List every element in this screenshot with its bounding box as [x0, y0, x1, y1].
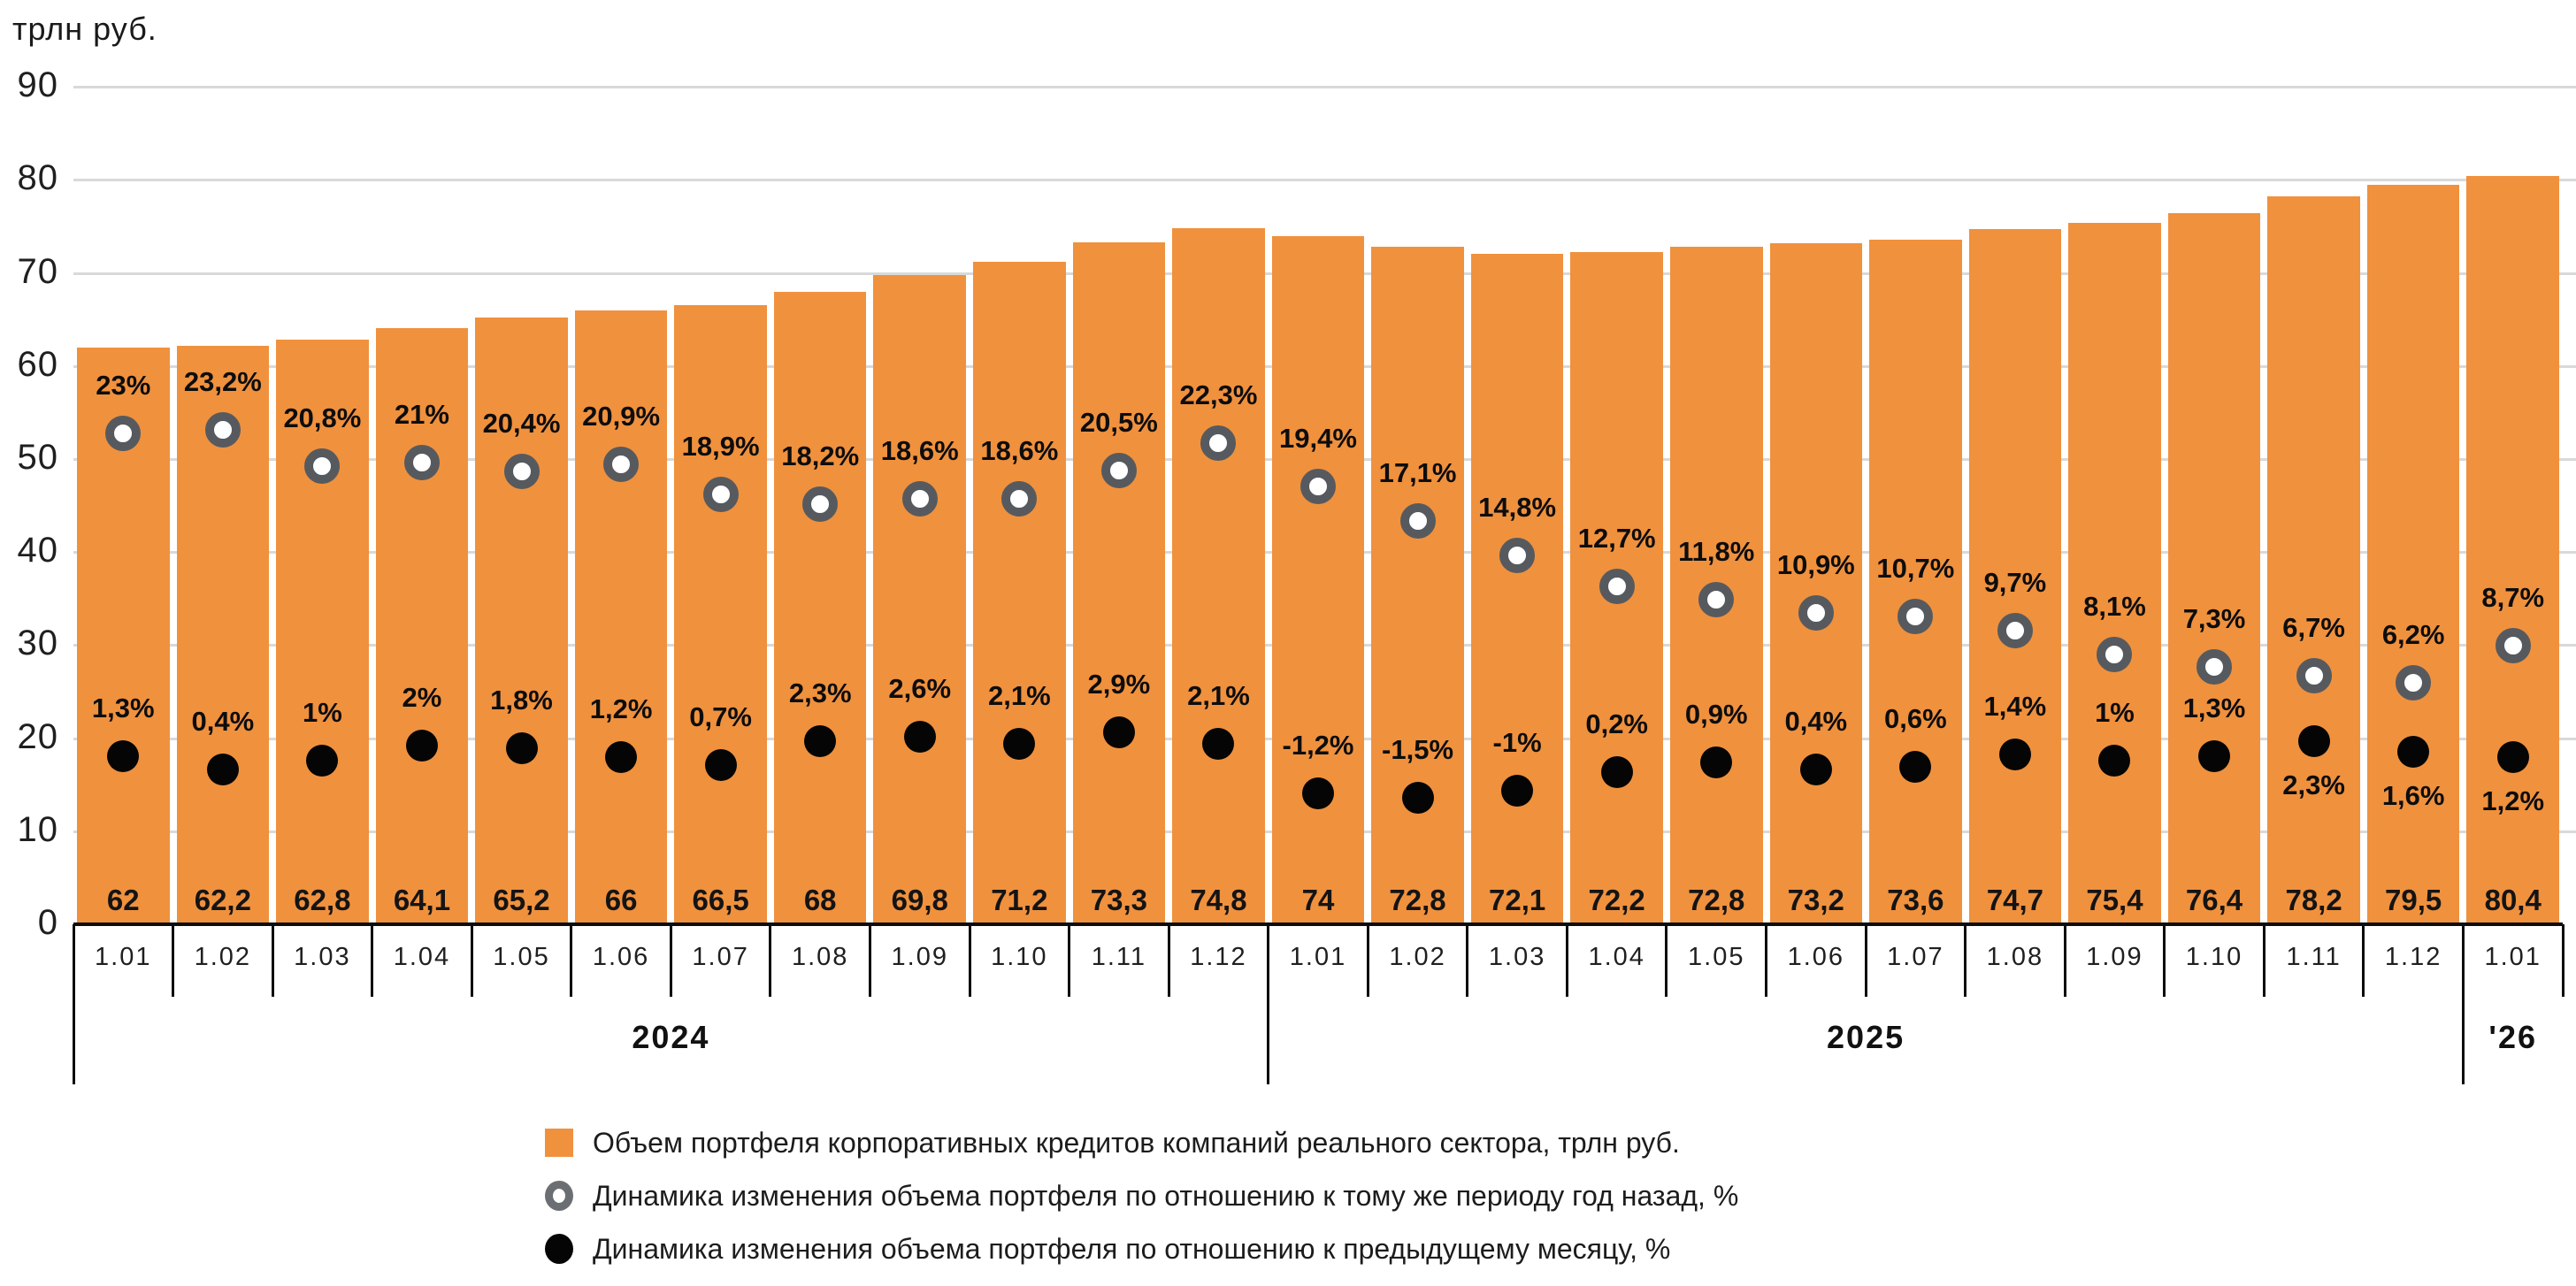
legend-label: Динамика изменения объема портфеля по отношению к тому же периоду год назад, % — [593, 1179, 1739, 1212]
mom-point — [1103, 716, 1135, 748]
bar-value-label: 72,1 — [1488, 884, 1546, 916]
month-separator — [2163, 924, 2166, 997]
yoy-label: 23,2% — [183, 366, 262, 398]
y-tick-label: 0 — [37, 903, 58, 942]
yoy-point — [802, 486, 838, 522]
legend-item-yoy — [545, 1169, 1738, 1222]
mom-label: 1,2% — [589, 693, 653, 725]
bar — [973, 262, 1066, 924]
bar-value-label: 78,2 — [2285, 884, 2342, 916]
year-label: 2024 — [632, 1019, 710, 1055]
bar-value-label: 74,8 — [1190, 884, 1247, 916]
yoy-point — [304, 448, 340, 484]
yoy-label: 17,1% — [1378, 456, 1457, 488]
yoy-label: 21% — [394, 399, 449, 431]
x-tick-label: 1.06 — [1787, 943, 1845, 971]
x-tick-label: 1.01 — [2484, 943, 2542, 971]
yoy-point — [2196, 649, 2232, 685]
bar-value-label: 72,8 — [1688, 884, 1745, 916]
bar-value-label: 80,4 — [2484, 884, 2542, 916]
bar-value-label: 65,2 — [493, 884, 550, 916]
x-axis-line — [73, 922, 2563, 926]
bar-value-label: 62,8 — [294, 884, 351, 916]
x-tick-label: 1.08 — [1986, 943, 2044, 971]
mom-point — [1202, 728, 1234, 760]
mom-point — [2298, 725, 2330, 757]
yoy-label: 10,9% — [1776, 549, 1855, 581]
yoy-label: 8,7% — [2481, 582, 2545, 614]
month-separator — [2263, 924, 2266, 997]
yoy-point — [205, 412, 241, 448]
yoy-label: 19,4% — [1279, 423, 1357, 455]
mom-label: -1,5% — [1382, 733, 1454, 765]
mom-label: 1,3% — [91, 692, 155, 723]
mom-label: 2,1% — [1187, 680, 1250, 712]
yoy-point — [1499, 538, 1535, 573]
mom-point — [1700, 746, 1732, 778]
yoy-label: 18,6% — [880, 434, 959, 466]
mom-point — [605, 741, 637, 773]
bar-value-label: 72,2 — [1588, 884, 1645, 916]
yoy-label: 6,7% — [2282, 611, 2345, 643]
month-separator — [1765, 924, 1767, 997]
filled-circle-icon — [545, 1234, 573, 1264]
y-tick-label: 90 — [17, 65, 58, 105]
mom-label: -1% — [1492, 726, 1542, 758]
mom-point — [306, 745, 338, 777]
x-tick-label: 1.05 — [1688, 943, 1745, 971]
yoy-point — [2097, 637, 2132, 672]
mom-point — [1003, 728, 1035, 760]
bar — [674, 305, 767, 924]
bar-value-label: 64,1 — [393, 884, 451, 916]
month-separator — [1068, 924, 1070, 997]
bar-value-label: 75,4 — [2086, 884, 2143, 916]
bar — [1770, 243, 1863, 924]
mom-label: 2% — [402, 682, 442, 714]
bar-swatch-icon — [545, 1129, 573, 1157]
mom-point — [1800, 754, 1832, 785]
x-tick-label: 1.09 — [891, 943, 948, 971]
mom-label: 2,9% — [1087, 668, 1151, 700]
mom-point — [406, 730, 438, 762]
bar — [774, 292, 867, 924]
yoy-label: 14,8% — [1478, 491, 1557, 523]
yoy-point — [2296, 658, 2332, 693]
month-separator — [371, 924, 373, 997]
mom-label: 1,6% — [2381, 779, 2445, 811]
year-separator — [2462, 924, 2465, 1084]
bar-value-label: 69,8 — [891, 884, 948, 916]
month-separator — [1367, 924, 1369, 997]
month-separator — [670, 924, 672, 997]
mom-point — [107, 740, 139, 772]
yoy-point — [404, 445, 440, 480]
yoy-point — [703, 477, 739, 512]
bar-value-label: 73,3 — [1090, 884, 1147, 916]
yoy-point — [1300, 469, 1336, 504]
mom-point — [207, 754, 239, 785]
yoy-point — [902, 481, 938, 517]
y-tick-label: 30 — [17, 624, 58, 663]
mom-label: 1,3% — [2182, 692, 2246, 723]
x-tick-label: 1.10 — [2185, 943, 2243, 971]
mom-label: -1,2% — [1282, 729, 1354, 761]
bar — [1172, 228, 1265, 924]
bar-value-label: 76,4 — [2185, 884, 2243, 916]
yoy-point — [1101, 453, 1137, 488]
gridline — [73, 179, 2576, 181]
yoy-point — [1001, 481, 1037, 517]
bar-value-label: 79,5 — [2385, 884, 2442, 916]
yoy-point — [105, 416, 141, 451]
yoy-point — [603, 447, 639, 482]
bar — [1073, 242, 1166, 924]
mom-label: 0,6% — [1884, 702, 1947, 734]
bar — [1272, 236, 1365, 924]
mom-label: 0,9% — [1684, 698, 1748, 730]
mom-label: 1% — [2095, 696, 2135, 728]
x-tick-label: 1.11 — [1091, 943, 1147, 971]
mom-point — [1402, 782, 1434, 814]
yoy-label: 12,7% — [1577, 522, 1656, 554]
x-tick-label: 1.02 — [194, 943, 252, 971]
y-axis-title: трлн руб. — [12, 11, 157, 47]
yoy-label: 9,7% — [1983, 567, 2047, 599]
mom-point — [2098, 745, 2130, 777]
yoy-label: 18,6% — [980, 434, 1059, 466]
mom-label: 2,6% — [888, 672, 952, 704]
bar — [2168, 213, 2261, 924]
bar-value-label: 73,2 — [1787, 884, 1844, 916]
bar — [1371, 247, 1464, 924]
mom-point — [506, 732, 538, 764]
x-tick-label: 1.02 — [1389, 943, 1446, 971]
yoy-label: 20,4% — [482, 408, 561, 440]
yoy-point — [1997, 613, 2033, 648]
x-tick-label: 1.04 — [1588, 943, 1645, 971]
year-label: '26 — [2488, 1019, 2538, 1055]
bar-value-label: 71,2 — [991, 884, 1048, 916]
month-separator — [1665, 924, 1668, 997]
mom-label: 0,2% — [1585, 708, 1649, 740]
bar-value-label: 72,8 — [1389, 884, 1446, 916]
month-separator — [969, 924, 971, 997]
year-label: 2025 — [1827, 1019, 1905, 1055]
mom-point — [705, 749, 737, 781]
mom-label: 0,4% — [191, 705, 255, 737]
yoy-label: 6,2% — [2381, 619, 2445, 651]
bar — [2267, 196, 2360, 924]
yoy-label: 7,3% — [2182, 602, 2246, 634]
x-tick-label: 1.06 — [592, 943, 650, 971]
year-separator — [73, 924, 75, 1084]
yoy-point — [1898, 599, 1933, 634]
bar-value-label: 74,7 — [1986, 884, 2044, 916]
yoy-point — [504, 454, 540, 489]
gridline — [73, 86, 2576, 88]
x-tick-label: 1.04 — [393, 943, 451, 971]
x-tick-label: 1.07 — [1887, 943, 1944, 971]
yoy-point — [1798, 595, 1834, 631]
x-tick-label: 1.12 — [2384, 943, 2442, 971]
mom-label: 2,3% — [788, 677, 852, 708]
y-tick-label: 40 — [17, 531, 58, 570]
mom-label: 1,4% — [1983, 691, 2047, 723]
month-separator — [2064, 924, 2066, 997]
legend-label: Динамика изменения объема портфеля по отношению к предыдущему месяцу, % — [593, 1232, 1671, 1265]
y-tick-label: 70 — [17, 251, 58, 291]
bar — [1471, 254, 1564, 924]
mom-point — [2497, 741, 2529, 773]
yoy-label: 20,5% — [1079, 406, 1158, 438]
month-separator — [1168, 924, 1170, 997]
month-separator — [1466, 924, 1468, 997]
mom-point — [2397, 736, 2429, 768]
yoy-label: 20,9% — [582, 400, 661, 432]
legend-item-mom — [545, 1222, 1738, 1275]
month-separator — [272, 924, 274, 997]
mom-point — [1302, 777, 1334, 809]
month-separator — [769, 924, 771, 997]
legend-item-portfolio — [545, 1116, 1738, 1169]
bar-value-label: 66 — [604, 884, 638, 916]
mom-label: 2,3% — [2282, 769, 2345, 800]
month-separator — [869, 924, 871, 997]
x-tick-label: 1.09 — [2086, 943, 2143, 971]
yoy-point — [1698, 582, 1734, 617]
bar-value-label: 62 — [106, 884, 140, 916]
mom-label: 1,2% — [2481, 785, 2545, 817]
yoy-point — [1400, 503, 1436, 539]
yoy-label: 23% — [96, 369, 151, 401]
x-tick-label: 1.11 — [2286, 943, 2342, 971]
month-separator — [1566, 924, 1568, 997]
yoy-point — [1599, 569, 1635, 604]
bar-value-label: 74 — [1301, 884, 1335, 916]
yoy-label: 11,8% — [1678, 536, 1755, 568]
month-separator — [172, 924, 174, 997]
yoy-label: 18,2% — [781, 440, 860, 472]
mom-label: 0,7% — [689, 700, 752, 732]
mom-point — [1899, 751, 1931, 783]
mom-point — [1501, 775, 1533, 807]
x-tick-label: 1.03 — [294, 943, 351, 971]
legend-label: Объем портфеля корпоративных кредитов компаний реального сектора, трлн руб. — [593, 1126, 1680, 1159]
bar-value-label: 62,2 — [194, 884, 251, 916]
yoy-point — [2496, 628, 2531, 663]
x-tick-label: 1.01 — [1289, 943, 1347, 971]
yoy-point — [2396, 665, 2431, 700]
yoy-label: 8,1% — [2083, 591, 2146, 623]
y-tick-label: 80 — [17, 158, 58, 198]
yoy-point — [1200, 425, 1236, 461]
x-tick-label: 1.08 — [791, 943, 849, 971]
month-separator — [1865, 924, 1867, 997]
legend — [545, 1116, 1738, 1275]
yoy-label: 22,3% — [1179, 379, 1258, 411]
mom-point — [1999, 739, 2031, 770]
y-tick-label: 50 — [17, 438, 58, 477]
bar — [2068, 223, 2161, 924]
bar — [873, 275, 966, 924]
mom-point — [1601, 756, 1633, 788]
mom-label: 1% — [302, 696, 342, 728]
month-separator — [2362, 924, 2365, 997]
month-separator — [1964, 924, 1966, 997]
x-tick-label: 1.07 — [692, 943, 749, 971]
bar-value-label: 73,6 — [1887, 884, 1944, 916]
mom-point — [904, 721, 936, 753]
month-separator — [570, 924, 572, 997]
mom-point — [804, 725, 836, 757]
y-tick-label: 20 — [17, 716, 58, 756]
yoy-label: 10,7% — [1876, 552, 1955, 584]
mom-label: 0,4% — [1784, 705, 1848, 737]
yoy-label: 20,8% — [283, 402, 362, 433]
x-tick-label: 1.01 — [95, 943, 152, 971]
x-tick-label: 1.05 — [493, 943, 550, 971]
month-separator — [2562, 924, 2564, 997]
month-separator — [471, 924, 473, 997]
y-tick-label: 10 — [17, 809, 58, 849]
open-circle-icon — [545, 1181, 573, 1211]
x-tick-label: 1.12 — [1190, 943, 1247, 971]
mom-label: 2,1% — [987, 680, 1051, 712]
mom-point — [2198, 740, 2230, 772]
bar — [2367, 185, 2460, 924]
yoy-label: 18,9% — [681, 430, 760, 462]
y-tick-label: 60 — [17, 344, 58, 384]
bar-value-label: 68 — [803, 884, 837, 916]
mom-label: 1,8% — [490, 685, 553, 716]
year-separator — [1267, 924, 1269, 1084]
x-tick-label: 1.03 — [1488, 943, 1546, 971]
bar-value-label: 66,5 — [692, 884, 749, 916]
x-tick-label: 1.10 — [991, 943, 1048, 971]
